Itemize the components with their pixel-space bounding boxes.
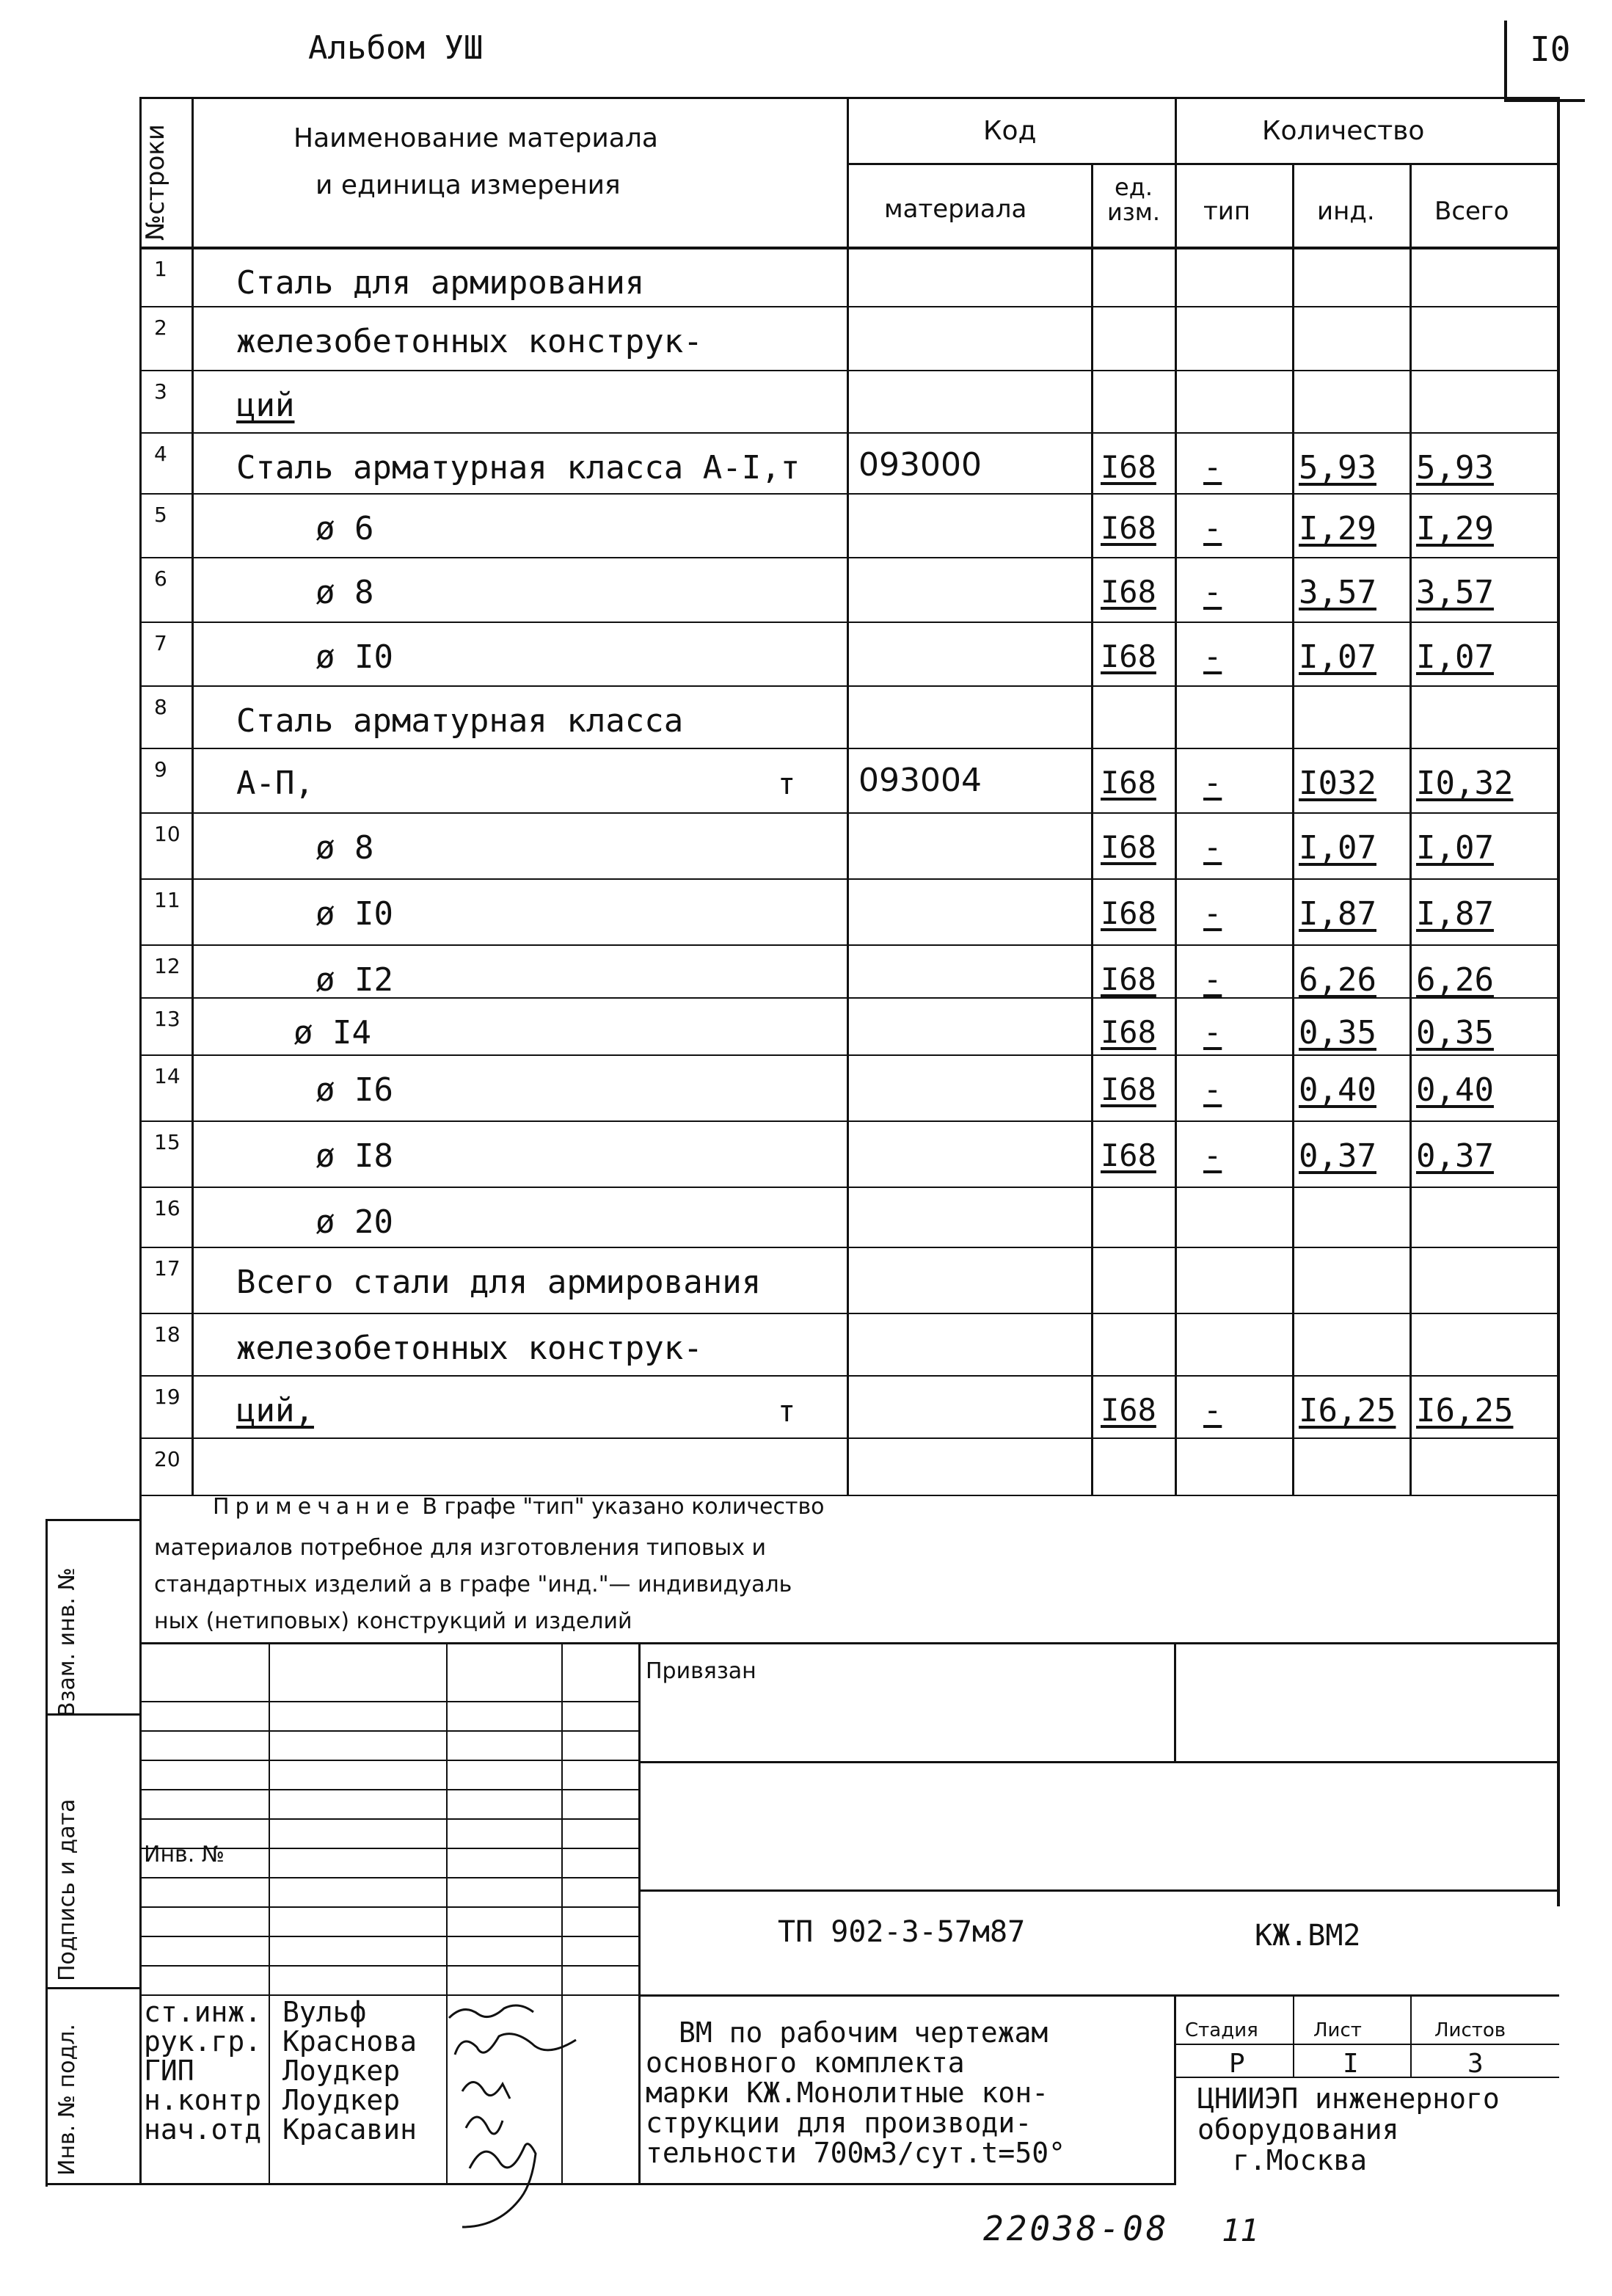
qty-individual: I,07	[1299, 829, 1376, 867]
qty-type: -	[1203, 961, 1222, 997]
unit-code: I68	[1101, 961, 1156, 997]
table-line	[139, 97, 1559, 99]
table-line	[139, 1877, 638, 1878]
qty-individual: I6,25	[1299, 1392, 1396, 1429]
privyazan-label: Привязан	[646, 1658, 756, 1684]
row-number-header: №строки	[141, 124, 170, 241]
row-number: 11	[154, 888, 180, 912]
table-line	[1557, 1495, 1560, 1906]
material-name: ø 8	[316, 829, 374, 867]
table-line	[1409, 163, 1412, 1495]
table-line	[1174, 2044, 1559, 2045]
org-line-3: г.Москва	[1233, 2144, 1368, 2176]
note-line1	[213, 1494, 825, 1520]
row-number: 1	[154, 257, 167, 281]
table-line	[638, 1889, 1559, 1892]
sheet-value: I	[1343, 2049, 1359, 2079]
code-material-header: материала	[884, 194, 1027, 224]
doc-number: ТП 902-3-57м87	[778, 1915, 1026, 1949]
qty-individual: 5,93	[1299, 449, 1376, 486]
row-number: 9	[154, 757, 167, 781]
table-line	[139, 1701, 638, 1702]
row-number: 10	[154, 822, 180, 846]
qty-type: -	[1203, 574, 1222, 610]
material-code: 093000	[858, 446, 982, 484]
unit-code: I68	[1101, 765, 1156, 801]
qty-type: -	[1203, 895, 1222, 931]
material-name: ø I4	[293, 1014, 371, 1052]
note-line2: материалов потребное для изготовления типовых и	[154, 1535, 767, 1561]
table-line	[139, 1375, 1559, 1377]
table-line	[139, 2183, 1174, 2185]
qty-individual: 3,57	[1299, 574, 1376, 611]
table-line	[139, 1054, 1559, 1056]
table-line	[45, 1519, 141, 1521]
qty-type: -	[1203, 1014, 1222, 1050]
table-line	[139, 1247, 1559, 1248]
table-line	[139, 1313, 1559, 1314]
table-line	[269, 1642, 270, 2185]
row-number: 7	[154, 631, 167, 655]
table-line	[638, 1994, 1559, 1997]
row-number: 8	[154, 695, 167, 719]
desc-line-1: ВМ по рабочим чертежам	[679, 2016, 1048, 2049]
row-number: 3	[154, 379, 167, 404]
table-line	[1091, 163, 1093, 1495]
qty-type: -	[1203, 510, 1222, 546]
material-name: железобетонных конструк-	[236, 323, 703, 360]
qty-total: I0,32	[1416, 765, 1514, 802]
table-line	[139, 685, 1559, 687]
material-name: ø I2	[316, 961, 393, 999]
material-name: ø 20	[316, 1203, 393, 1241]
sheets-label: Листов	[1434, 2019, 1506, 2041]
signer-role: ГИП	[144, 2055, 194, 2087]
qty-individual: 0,37	[1299, 1137, 1376, 1175]
material-unit: т	[778, 768, 796, 801]
table-line	[139, 493, 1559, 495]
material-name: Сталь арматурная класса	[236, 702, 684, 740]
qty-total: 6,26	[1416, 961, 1494, 999]
row-number: 2	[154, 316, 167, 340]
qty-individual: I,29	[1299, 510, 1376, 547]
table-line	[1293, 1994, 1294, 2077]
qty-header: Количество	[1262, 116, 1425, 146]
material-name: ø I6	[316, 1071, 393, 1109]
desc-line-2: основного комплекта	[646, 2047, 965, 2079]
desc-line-5: тельности 700м3/сут.t=50°	[646, 2137, 1065, 2169]
qty-total: 0,35	[1416, 1014, 1494, 1052]
material-name: железобетонных конструк-	[236, 1330, 703, 1367]
org-line-1: ЦНИИЭП инженерного	[1197, 2082, 1500, 2115]
row-number: 14	[154, 1064, 180, 1088]
row-number: 20	[154, 1447, 180, 1471]
table-line	[139, 1965, 638, 1967]
row-number: 15	[154, 1130, 180, 1154]
signer-role: рук.гр.	[144, 2025, 262, 2058]
qty-type-header: тип	[1203, 197, 1251, 226]
qty-total: 5,93	[1416, 449, 1494, 486]
unit-code: I68	[1101, 574, 1156, 610]
table-line	[139, 1789, 638, 1790]
note-line4: ных (нетиповых) конструкций и изделий	[154, 1608, 632, 1634]
sheet-number: I0	[1530, 29, 1571, 69]
qty-type: -	[1203, 829, 1222, 865]
qty-individual: I032	[1299, 765, 1376, 802]
qty-total: 0,40	[1416, 1071, 1494, 1109]
qty-type: -	[1203, 1137, 1222, 1173]
qty-total: I,07	[1416, 638, 1494, 676]
code-header: Код	[983, 116, 1037, 146]
unit-code: I68	[1101, 829, 1156, 865]
unit-code: I68	[1101, 1392, 1156, 1428]
table-line	[139, 1120, 1559, 1122]
signature-scribbles	[440, 1996, 616, 2231]
qty-individual: 6,26	[1299, 961, 1376, 999]
table-line	[139, 812, 1559, 814]
material-name: ø I0	[316, 895, 393, 933]
material-unit: т	[778, 1395, 796, 1429]
sheets-value: 3	[1467, 2049, 1484, 2079]
row-number: 19	[154, 1385, 180, 1409]
table-line	[45, 1987, 141, 1989]
row-number: 12	[154, 954, 180, 978]
signer-name: Красавин	[282, 2113, 417, 2146]
table-line	[139, 1760, 638, 1761]
row-number: 5	[154, 503, 167, 527]
table-line	[1410, 1994, 1412, 2077]
qty-total-header: Всего	[1434, 197, 1509, 226]
qty-type: -	[1203, 638, 1222, 674]
stage-label: Стадия	[1185, 2019, 1258, 2041]
qty-ind-header: инд.	[1317, 197, 1375, 226]
side-label-zam-inv: Взам. инв. №	[54, 1567, 80, 1717]
code-unit-header: ед. изм.	[1106, 173, 1161, 226]
table-line	[1174, 1994, 1176, 2185]
table-line	[638, 1761, 1559, 1763]
table-line	[847, 163, 1559, 165]
unit-code: I68	[1101, 1137, 1156, 1173]
table-line	[45, 2183, 141, 2185]
album-title: Альбом УШ	[308, 29, 484, 67]
table-line	[638, 1642, 641, 2185]
qty-total: I,87	[1416, 895, 1494, 933]
material-name: ø I8	[316, 1137, 393, 1175]
material-code: 093004	[858, 762, 982, 799]
table-line	[1292, 163, 1294, 1495]
signer-role: ст.инж.	[144, 1996, 262, 2028]
note-label: Примечание	[213, 1494, 415, 1520]
material-name: ø 6	[316, 510, 374, 547]
table-line	[139, 1906, 638, 1908]
material-name: А-П,	[236, 765, 314, 802]
name-header-line2: и единица измерения	[316, 170, 621, 200]
qty-individual: 0,40	[1299, 1071, 1376, 1109]
table-line	[139, 432, 1559, 434]
qty-total: I,29	[1416, 510, 1494, 547]
signer-name: Краснова	[282, 2025, 417, 2058]
qty-individual: I,87	[1299, 895, 1376, 933]
table-line	[139, 1818, 638, 1820]
table-line	[139, 622, 1559, 623]
unit-code: I68	[1101, 510, 1156, 546]
material-name: ций,	[236, 1392, 314, 1429]
qty-type: -	[1203, 1392, 1222, 1428]
org-line-2: оборудования	[1197, 2113, 1399, 2146]
row-number: 4	[154, 442, 167, 466]
qty-total: 0,37	[1416, 1137, 1494, 1175]
material-name: Всего стали для армирования	[236, 1264, 762, 1301]
name-header-line1: Наименование материала	[293, 123, 658, 153]
stamp-number: 22038-08	[983, 2209, 1170, 2248]
stage-value: Р	[1229, 2049, 1245, 2079]
unit-code: I68	[1101, 638, 1156, 674]
table-line	[139, 557, 1559, 558]
unit-code: I68	[1101, 449, 1156, 485]
row-number: 18	[154, 1322, 180, 1346]
row-number: 13	[154, 1007, 180, 1031]
qty-type: -	[1203, 449, 1222, 485]
row-number: 17	[154, 1256, 180, 1280]
table-line	[139, 1730, 638, 1732]
material-name: Сталь для армирования	[236, 264, 645, 302]
table-line	[1174, 1642, 1176, 1761]
table-line	[139, 1495, 142, 2185]
material-name: Сталь арматурная класса А-I,т	[236, 449, 800, 486]
desc-line-4: струкции для производи-	[646, 2107, 1032, 2139]
table-line	[139, 1187, 1559, 1188]
row-number: 16	[154, 1196, 180, 1220]
signer-role: нач.отд	[144, 2113, 262, 2146]
table-line	[139, 1936, 638, 1937]
qty-type: -	[1203, 765, 1222, 801]
sheet-label: Лист	[1313, 2019, 1362, 2041]
qty-type: -	[1203, 1071, 1222, 1107]
table-line	[139, 944, 1559, 946]
table-line	[139, 370, 1559, 371]
side-label-podpis: Подпись и дата	[54, 1798, 80, 1981]
doc-mark: КЖ.ВМ2	[1255, 1919, 1361, 1953]
table-line	[139, 1437, 1559, 1439]
signer-name: Вульф	[282, 1996, 367, 2028]
signer-role: н.контр	[144, 2084, 262, 2116]
qty-total: I6,25	[1416, 1392, 1514, 1429]
inv-no-label: Инв. №	[144, 1842, 225, 1867]
table-line	[45, 1519, 48, 2187]
note-line3: стандартных изделий а в графе "инд."— индивидуаль	[154, 1572, 792, 1597]
table-line	[139, 878, 1559, 880]
qty-individual: I,07	[1299, 638, 1376, 676]
note-text-1: В графе "тип" указано количество	[422, 1494, 825, 1520]
side-label-inv-podl: Инв. № подл.	[54, 2024, 80, 2176]
signer-name: Лоудкер	[282, 2055, 401, 2087]
qty-total: 3,57	[1416, 574, 1494, 611]
signer-name: Лоудкер	[282, 2084, 401, 2116]
table-line	[139, 306, 1559, 307]
table-line	[139, 748, 1559, 749]
material-name: ø I0	[316, 638, 393, 676]
table-line	[139, 1642, 638, 1644]
page-number: 11	[1222, 2212, 1259, 2248]
row-number: 6	[154, 566, 167, 591]
unit-code: I68	[1101, 1014, 1156, 1050]
unit-code: I68	[1101, 1071, 1156, 1107]
unit-code: I68	[1101, 895, 1156, 931]
material-name: ций	[236, 387, 295, 424]
qty-total: I,07	[1416, 829, 1494, 867]
table-line	[139, 247, 1559, 249]
material-name: ø 8	[316, 574, 374, 611]
qty-individual: 0,35	[1299, 1014, 1376, 1052]
desc-line-3: марки КЖ.Монолитные кон-	[646, 2077, 1049, 2109]
